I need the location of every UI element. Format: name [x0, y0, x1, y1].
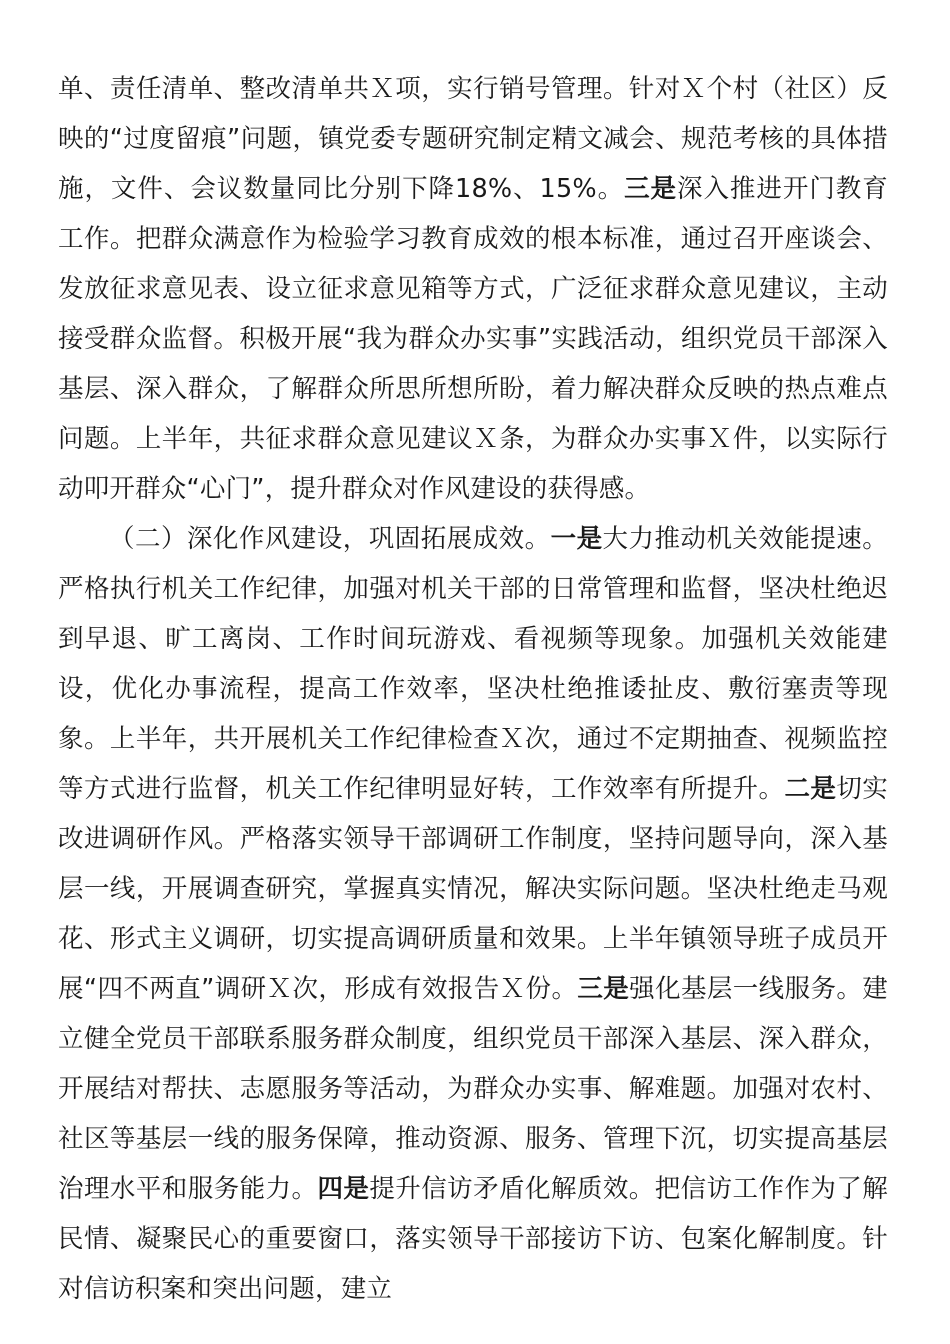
document-page — [58, 64, 888, 1314]
para2-text-3: 强化基层一线服务。建立健全党员干部联系服务群众制度，组织党员干部深入基层、深入群众，开展结对帮扶、志愿服务等活动，为群众办实事、解难题。加强对农村、社区等基层一线的服务保障，推动资源、服务、管理下沉，切实提高基层治理水平和服务能力。 — [58, 974, 888, 1204]
paragraph-1 — [58, 64, 888, 514]
para2-heading: （二）深化作风建设，巩固拓展成效。 — [109, 524, 551, 554]
para2-text-1: 大力推动机关效能提速。严格执行机关工作纪律，加强对机关干部的日常管理和监督，坚决杜绝迟到早退、旷工离岗、工作时间玩游戏、看视频等现象。加强机关效能建设，优化办事流程，提高工作效率，坚决杜绝推诿扯皮、敷衍塞责等现象。上半年，共开展机关工作纪律检查Ｘ次，通过不定期抽查、视频监控等方式进行监督，机关工作纪律明显好转，工作效率有所提升。 — [58, 524, 889, 804]
para2-text-2: 切实改进调研作风。严格落实领导干部调研工作制度，坚持问题导向，深入基层一线，开展调查研究，掌握真实情况，解决实际问题。坚决杜绝走马观花、形式主义调研，切实提高调研质量和效果。上半年镇领导班子成员开展“四不两直”调研Ｘ次，形成有效报告Ｘ份。 — [58, 774, 888, 1004]
paragraph-2 — [58, 514, 888, 1314]
para2-bold-2: 二是 — [784, 774, 837, 804]
para2-bold-1: 一是 — [550, 524, 603, 554]
para1-text-2: 深入推进开门教育工作。把群众满意作为检验学习教育成效的根本标准，通过召开座谈会、发放征求意见表、设立征求意见箱等方式，广泛征求群众意见建议，主动接受群众监督。积极开展“我为群众办实事”实践活动，组织党员干部深入基层、深入群众，了解群众所思所想所盼，着力解决群众反映的热点难点问题。上半年，共征求群众意见建议Ｘ条，为群众办实事Ｘ件，以实际行动叩开群众“心门”，提升群众对作风建设的获得感。 — [58, 174, 888, 504]
para2-bold-3: 三是 — [577, 974, 630, 1004]
para1-text-1: 单、责任清单、整改清单共Ｘ项，实行销号管理。针对Ｘ个村（社区）反映的“过度留痕”问题，镇党委专题研究制定精文减会、规范考核的具体措施，文件、会议数量同比分别下降18%、15%。 — [58, 74, 888, 204]
para2-text-4: 提升信访矛盾化解质效。把信访工作作为了解民情、凝聚民心的重要窗口，落实领导干部接访下访、包案化解制度。针对信访积案和突出问题，建立 — [58, 1174, 888, 1304]
para2-bold-4: 四是 — [317, 1174, 370, 1204]
para1-bold-3: 三是 — [624, 174, 677, 204]
